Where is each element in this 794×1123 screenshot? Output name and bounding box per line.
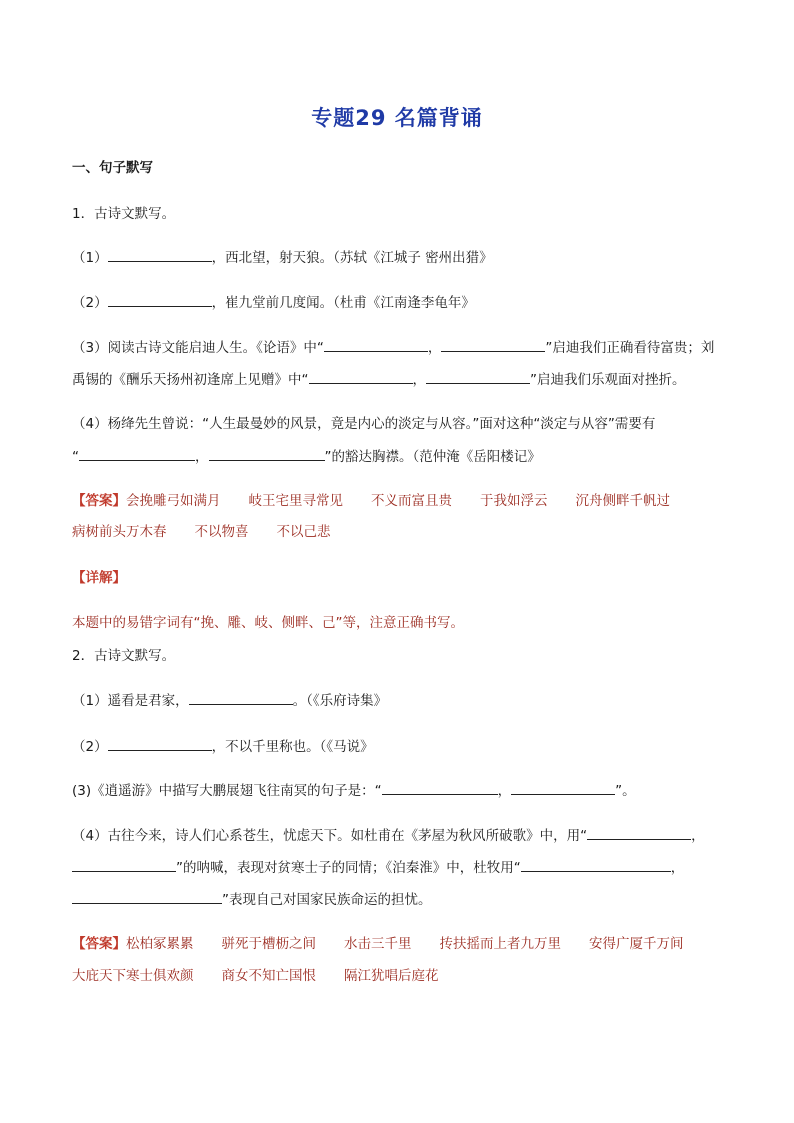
q1-answers-line1: 【答案】会挽雕弓如满月 岐王宅里寻常见 不义而富且贵 于我如浮云 沉舟侧畔千帆过 <box>72 493 670 509</box>
answer-blank[interactable] <box>324 337 428 352</box>
page-title: 专题29 名篇背诵 <box>311 106 483 130</box>
answer-blank[interactable] <box>511 780 615 795</box>
q2-part4-line1: （4）古往今来，诗人们心系苍生，忧虑天下。如杜甫在《茅屋为秋风所破歌》中，用“ ， <box>72 825 742 846</box>
q1-part1: （1） ，西北望，射天狼。（苏轼《江城子 密州出猎》 <box>72 247 742 268</box>
answer-blank[interactable] <box>108 736 212 751</box>
answer-blank[interactable] <box>72 857 176 872</box>
detail-tag: 【详解】 <box>72 570 126 586</box>
answer-blank[interactable] <box>209 446 325 461</box>
q2-part4-line2: ”的呐喊，表现对贫寒士子的同情；《泊秦淮》中，杜牧用“ ， <box>72 857 742 878</box>
q1-part3-line2: 禹锡的《酬乐天扬州初逢席上见赠》中“ ， ”启迪我们乐观面对挫折。 <box>72 369 742 390</box>
answer-blank[interactable] <box>309 369 413 384</box>
answer-tag: 【答案】 <box>72 493 126 509</box>
answer-blank[interactable] <box>72 889 222 904</box>
q1-stem: 1．古诗文默写。 <box>72 206 176 222</box>
q1-part2: （2） ，崔九堂前几度闻。（杜甫《江南逢李龟年》 <box>72 292 742 313</box>
q1-part3-line1: （3）阅读古诗文能启迪人生。《论语》中“ ， ”启迪我们正确看待富贵；刘 <box>72 337 742 358</box>
q1-answers-line2: 病树前头万木春 不以物喜 不以己悲 <box>72 524 331 540</box>
answer-blank[interactable] <box>521 857 671 872</box>
answer-blank[interactable] <box>587 825 691 840</box>
answer-tag: 【答案】 <box>72 936 126 952</box>
answer-blank[interactable] <box>108 247 212 262</box>
q2-answers-line2: 大庇天下寒士俱欢颜 商女不知亡国恨 隔江犹唱后庭花 <box>72 968 439 984</box>
answer-blank[interactable] <box>441 337 545 352</box>
answer-blank[interactable] <box>108 292 212 307</box>
q2-part2: （2） ，不以千里称也。（《马说》 <box>72 736 742 757</box>
answer-blank[interactable] <box>79 446 195 461</box>
q2-answers-line1: 【答案】松柏冢累累 骈死于槽枥之间 水击三千里 抟扶摇而上者九万里 安得广厦千万间 <box>72 936 684 952</box>
section-heading: 一、句子默写 <box>72 160 153 176</box>
detail-text: 本题中的易错字词有“挽、雕、岐、侧畔、己”等，注意正确书写。 <box>72 615 464 631</box>
answer-blank[interactable] <box>426 369 530 384</box>
q2-part4-line3: ”表现自己对国家民族命运的担忧。 <box>72 889 742 910</box>
q1-part4-line2: “ ， ”的豁达胸襟。（范仲淹《岳阳楼记》 <box>72 446 742 467</box>
q1-part4-line1: （4）杨绛先生曾说：“人生最曼妙的风景，竟是内心的淡定与从容。”面对这种“淡定与从容”需要有 <box>72 416 656 432</box>
answer-blank[interactable] <box>382 780 498 795</box>
answer-blank[interactable] <box>189 690 293 705</box>
q2-part1: （1）遥看是君家， 。（《乐府诗集》 <box>72 690 742 711</box>
q2-part3: (3)《逍遥游》中描写大鹏展翅飞往南冥的句子是：“ ， ”。 <box>72 780 742 801</box>
q2-stem: 2．古诗文默写。 <box>72 648 176 664</box>
